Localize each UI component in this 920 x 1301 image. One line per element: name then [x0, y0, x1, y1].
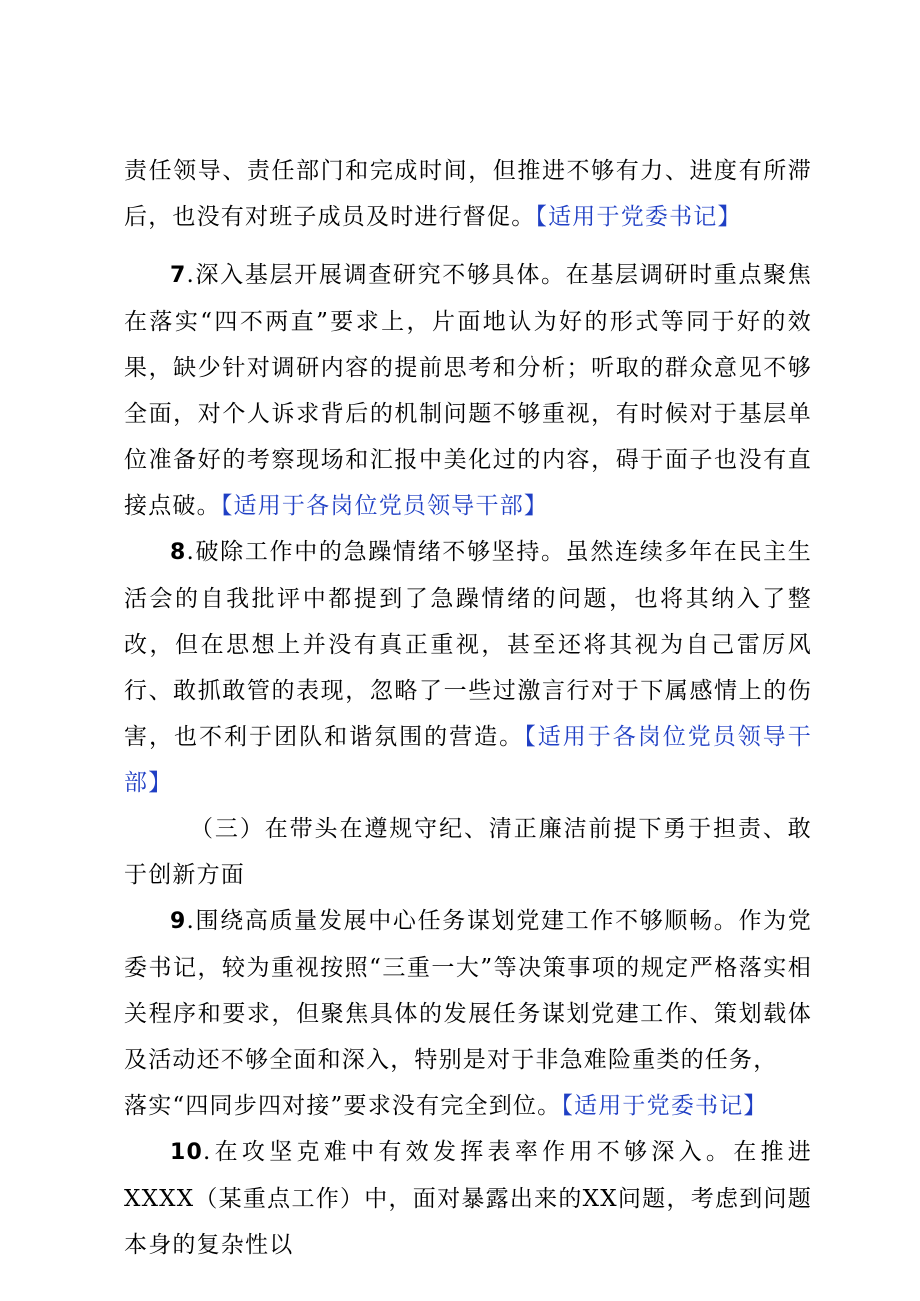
- paragraph-text: 落实“四同步四对接”要求没有完全到位。: [124, 1093, 562, 1119]
- document-page: [124, 148, 812, 1268]
- paragraph-6-continuation: [124, 148, 812, 240]
- paragraph-9-last-line: [124, 1083, 812, 1129]
- item-number: 7: [170, 263, 187, 288]
- item-number: 9: [170, 909, 187, 934]
- applicability-tag: 【适用于党委书记】: [561, 1093, 768, 1119]
- applicability-tag: 【适用于各岗位党员领导干部】: [124, 724, 813, 796]
- applicability-tag: 【适用于各岗位党员领导干部】: [220, 493, 549, 519]
- paragraph-text: 责任领导、责任部门和完成时间，但推进不够有力、进度有所滞后，也没有对班子成员及时进行督促。: [124, 158, 812, 230]
- item-number: 10: [170, 1140, 204, 1165]
- applicability-tag: 【适用于党委书记】: [535, 204, 742, 230]
- paragraph-9: [124, 898, 812, 1083]
- paragraph-text: .围绕高质量发展中心任务谋划党建工作不够顺畅。作为党委书记，较为重视按照“三重一大”等决策事项的规定严格落实相关程序和要求，但聚焦具体的发展任务谋划党建工作、策划载体及活动还不够全面和深入，特别是对于非急难险重类的任务，: [124, 908, 812, 1073]
- paragraph-text: .在攻坚克难中有效发挥表率作用不够深入。在推进XXXX（某重点工作）中，面对暴露出来的XX问题，考虑到问题本身的复杂性以: [124, 1139, 812, 1258]
- paragraph-text: .深入基层开展调查研究不够具体。在基层调研时重点聚焦在落实“四不两直”要求上，片面地认为好的形式等同于好的效果，缺少针对调研内容的提前思考和分析；听取的群众意见不够全面，对个人诉求背后的机制问题不够重视，有时候对于基层单位准备好的考察现场和汇报中美化过的内容，碍于面子也没有直接点破。: [124, 262, 812, 519]
- section-heading-3: （三）在带头在遵规守纪、清正廉洁前提下勇于担责、敢于创新方面: [124, 816, 812, 888]
- paragraph-7: [124, 252, 812, 529]
- paragraph-10: [124, 1129, 812, 1268]
- paragraph-8: [124, 529, 812, 806]
- item-number: 8: [170, 540, 187, 565]
- paragraph-text: .破除工作中的急躁情绪不够坚持。虽然连续多年在民主生活会的自我批评中都提到了急躁情绪的问题，也将其纳入了整改，但在思想上并没有真正重视，甚至还将其视为自己雷厉风行、敢抓敢管的表现，忽略了一些过激言行对于下属感情上的伤害，也不利于团队和谐氛围的营造。: [124, 539, 812, 750]
